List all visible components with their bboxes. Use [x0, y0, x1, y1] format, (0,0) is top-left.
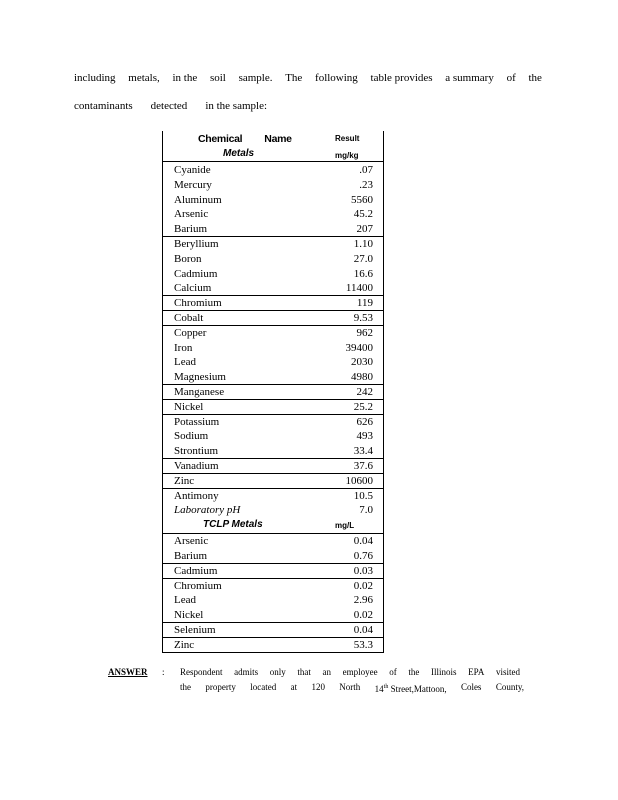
- result-value: 0.76: [353, 549, 373, 562]
- answer-word: employee: [342, 667, 378, 677]
- result-value: 1.10: [353, 237, 373, 250]
- table-row: [162, 370, 384, 385]
- chemical-name: Beryllium: [174, 237, 219, 250]
- result-value: 962: [356, 326, 373, 339]
- answer-word: 14th Street,Mattoon,: [374, 684, 447, 694]
- answer-word: property: [205, 682, 236, 692]
- table-row: [162, 193, 384, 208]
- answer-colon: :: [162, 667, 165, 677]
- table-row: [162, 429, 384, 444]
- intro-word: a summary: [445, 72, 494, 84]
- result-value: 9.53: [353, 311, 373, 324]
- table-row: [162, 281, 384, 296]
- chemical-name: Barium: [174, 223, 207, 236]
- answer-label: ANSWER: [108, 667, 148, 677]
- result-value: 0.04: [353, 535, 373, 548]
- intro-word: table provides: [370, 72, 433, 84]
- chemical-name: Chromium: [174, 579, 222, 592]
- intro-word: of: [506, 72, 516, 84]
- answer-word: of: [389, 667, 397, 677]
- intro-word: including: [74, 72, 116, 84]
- result-value: 10600: [345, 474, 373, 487]
- result-value: 7.0: [359, 504, 373, 517]
- result-value: 0.02: [353, 609, 373, 622]
- intro-word: in the: [172, 72, 198, 84]
- table-row: [162, 326, 384, 341]
- answer-word: that: [297, 667, 311, 677]
- result-value: 626: [356, 415, 373, 428]
- answer-line-1: [180, 665, 520, 680]
- table-row: [162, 385, 384, 400]
- result-value: 2.96: [353, 594, 373, 607]
- intro-word: The: [285, 72, 303, 84]
- answer-word: County,: [495, 682, 524, 692]
- result-value: 242: [356, 385, 373, 398]
- intro-word: in the sample:: [205, 100, 268, 112]
- answer-word: Street,Mattoon,: [388, 684, 447, 694]
- result-value: 0.02: [353, 579, 373, 592]
- intro-line-2: [74, 100, 285, 112]
- table-row: [162, 222, 384, 237]
- chemical-name: Zinc: [174, 474, 195, 487]
- result-value: 2030: [351, 356, 373, 369]
- chemical-name: Aluminum: [174, 193, 222, 206]
- section-metals-title: Metals: [223, 148, 255, 159]
- answer-word: the: [408, 667, 420, 677]
- chemical-name: Nickel: [174, 609, 204, 622]
- result-value: 45.2: [353, 208, 373, 221]
- chemical-name: Calcium: [174, 282, 212, 295]
- intro-word: sample.: [238, 72, 273, 84]
- tclp-rows: [162, 534, 384, 652]
- chemical-name: Chromium: [174, 297, 222, 310]
- table-row: [162, 608, 384, 623]
- result-value: 37.6: [353, 459, 373, 472]
- answer-word: located: [250, 682, 277, 692]
- chemical-name: Magnesium: [174, 371, 226, 384]
- chemical-name: Zinc: [174, 638, 195, 651]
- table-row: [162, 459, 384, 474]
- result-value: .07: [359, 164, 373, 176]
- table-row: [162, 549, 384, 564]
- table-row: [162, 489, 384, 504]
- table-row: [162, 503, 384, 518]
- section-tclp-unit: mg/L: [335, 521, 355, 531]
- table-row: [162, 579, 384, 594]
- table-row: [162, 296, 384, 311]
- table-row: [162, 623, 384, 638]
- answer-line-2: [180, 680, 524, 697]
- intro-line-1: [74, 72, 542, 84]
- chemical-name: Potassium: [174, 415, 220, 428]
- chemical-name: Lead: [174, 594, 196, 607]
- chemical-name: Laboratory pH: [174, 504, 241, 517]
- section-tclp-title: TCLP Metals: [203, 519, 263, 531]
- table-row: [162, 355, 384, 370]
- section-metals-unit: mg/kg: [335, 151, 359, 160]
- header-chemical-name: Chemical Name: [198, 133, 292, 145]
- chemical-name: Sodium: [174, 430, 209, 443]
- chemical-name: Selenium: [174, 623, 216, 636]
- table-row: [162, 474, 384, 489]
- chemical-name: Cadmium: [174, 267, 218, 280]
- answer-word: the: [180, 682, 191, 692]
- answer-word: North: [339, 682, 361, 692]
- table-row: [162, 178, 384, 193]
- intro-word: soil: [209, 72, 226, 84]
- answer-word: admits: [234, 667, 259, 677]
- table-row: [162, 252, 384, 267]
- table-row: [162, 237, 384, 252]
- chemical-name: Lead: [174, 356, 196, 369]
- chemical-name: Antimony: [174, 489, 219, 502]
- table-row: [162, 638, 384, 653]
- table-row: [162, 415, 384, 430]
- result-value: .23: [359, 178, 373, 191]
- answer-word: Respondent: [180, 667, 223, 677]
- result-value: 0.04: [353, 623, 373, 636]
- intro-word: the: [528, 72, 542, 84]
- table-row: [162, 311, 384, 326]
- answer-word: EPA: [468, 667, 485, 677]
- intro-word: contaminants: [74, 100, 133, 112]
- ordinal-suffix: th: [383, 684, 389, 690]
- chemical-name: Mercury: [174, 178, 212, 191]
- answer-word: 120: [311, 682, 325, 692]
- chemical-name: Barium: [174, 549, 207, 562]
- result-value: 10.5: [353, 489, 373, 502]
- chemical-name: Cyanide: [174, 164, 211, 176]
- result-value: 27.0: [353, 252, 373, 265]
- result-value: 39400: [345, 341, 373, 354]
- intro-word: detected: [150, 100, 188, 112]
- table-row: [162, 534, 384, 549]
- chemical-name: Cadmium: [174, 564, 218, 577]
- chemical-name: Copper: [174, 326, 207, 339]
- chemical-name: Vanadium: [174, 459, 219, 472]
- result-value: 33.4: [353, 445, 373, 458]
- table-row: [162, 267, 384, 282]
- chemical-name: Strontium: [174, 445, 219, 458]
- chemical-name: Iron: [174, 341, 193, 354]
- answer-word: visited: [495, 667, 520, 677]
- result-value: 53.3: [353, 638, 373, 651]
- chemical-name: Nickel: [174, 400, 204, 413]
- tclp-header: [162, 518, 384, 534]
- chemical-name: Boron: [174, 252, 202, 265]
- table-header: [162, 131, 384, 163]
- table-row: [162, 564, 384, 579]
- answer-word: Illinois: [431, 667, 457, 677]
- result-value: 0.03: [353, 564, 373, 577]
- intro-word: metals,: [128, 72, 160, 84]
- table-row: [162, 341, 384, 356]
- result-value: 493: [356, 430, 373, 443]
- result-value: 207: [356, 223, 373, 236]
- result-value: 4980: [351, 371, 373, 384]
- result-value: 5560: [351, 193, 373, 206]
- result-value: 119: [356, 297, 373, 310]
- chemical-name: Cobalt: [174, 311, 204, 324]
- metals-rows: [162, 163, 384, 518]
- result-value: 11400: [345, 282, 373, 295]
- result-value: 25.2: [353, 400, 373, 413]
- table-row: [162, 400, 384, 415]
- table-row: [162, 163, 384, 178]
- result-value: 16.6: [353, 267, 373, 280]
- contaminants-table: [162, 131, 384, 653]
- answer-word: an: [322, 667, 332, 677]
- answer-word: at: [290, 682, 298, 692]
- table-row: [162, 593, 384, 608]
- answer-word: only: [269, 667, 286, 677]
- table-row: [162, 444, 384, 459]
- chemical-name: Manganese: [174, 385, 225, 398]
- table-row: [162, 207, 384, 222]
- intro-word: following: [315, 72, 358, 84]
- chemical-name: Arsenic: [174, 535, 209, 548]
- answer-word: Coles: [460, 682, 482, 692]
- header-result: Result: [335, 134, 360, 143]
- chemical-name: Arsenic: [174, 208, 209, 221]
